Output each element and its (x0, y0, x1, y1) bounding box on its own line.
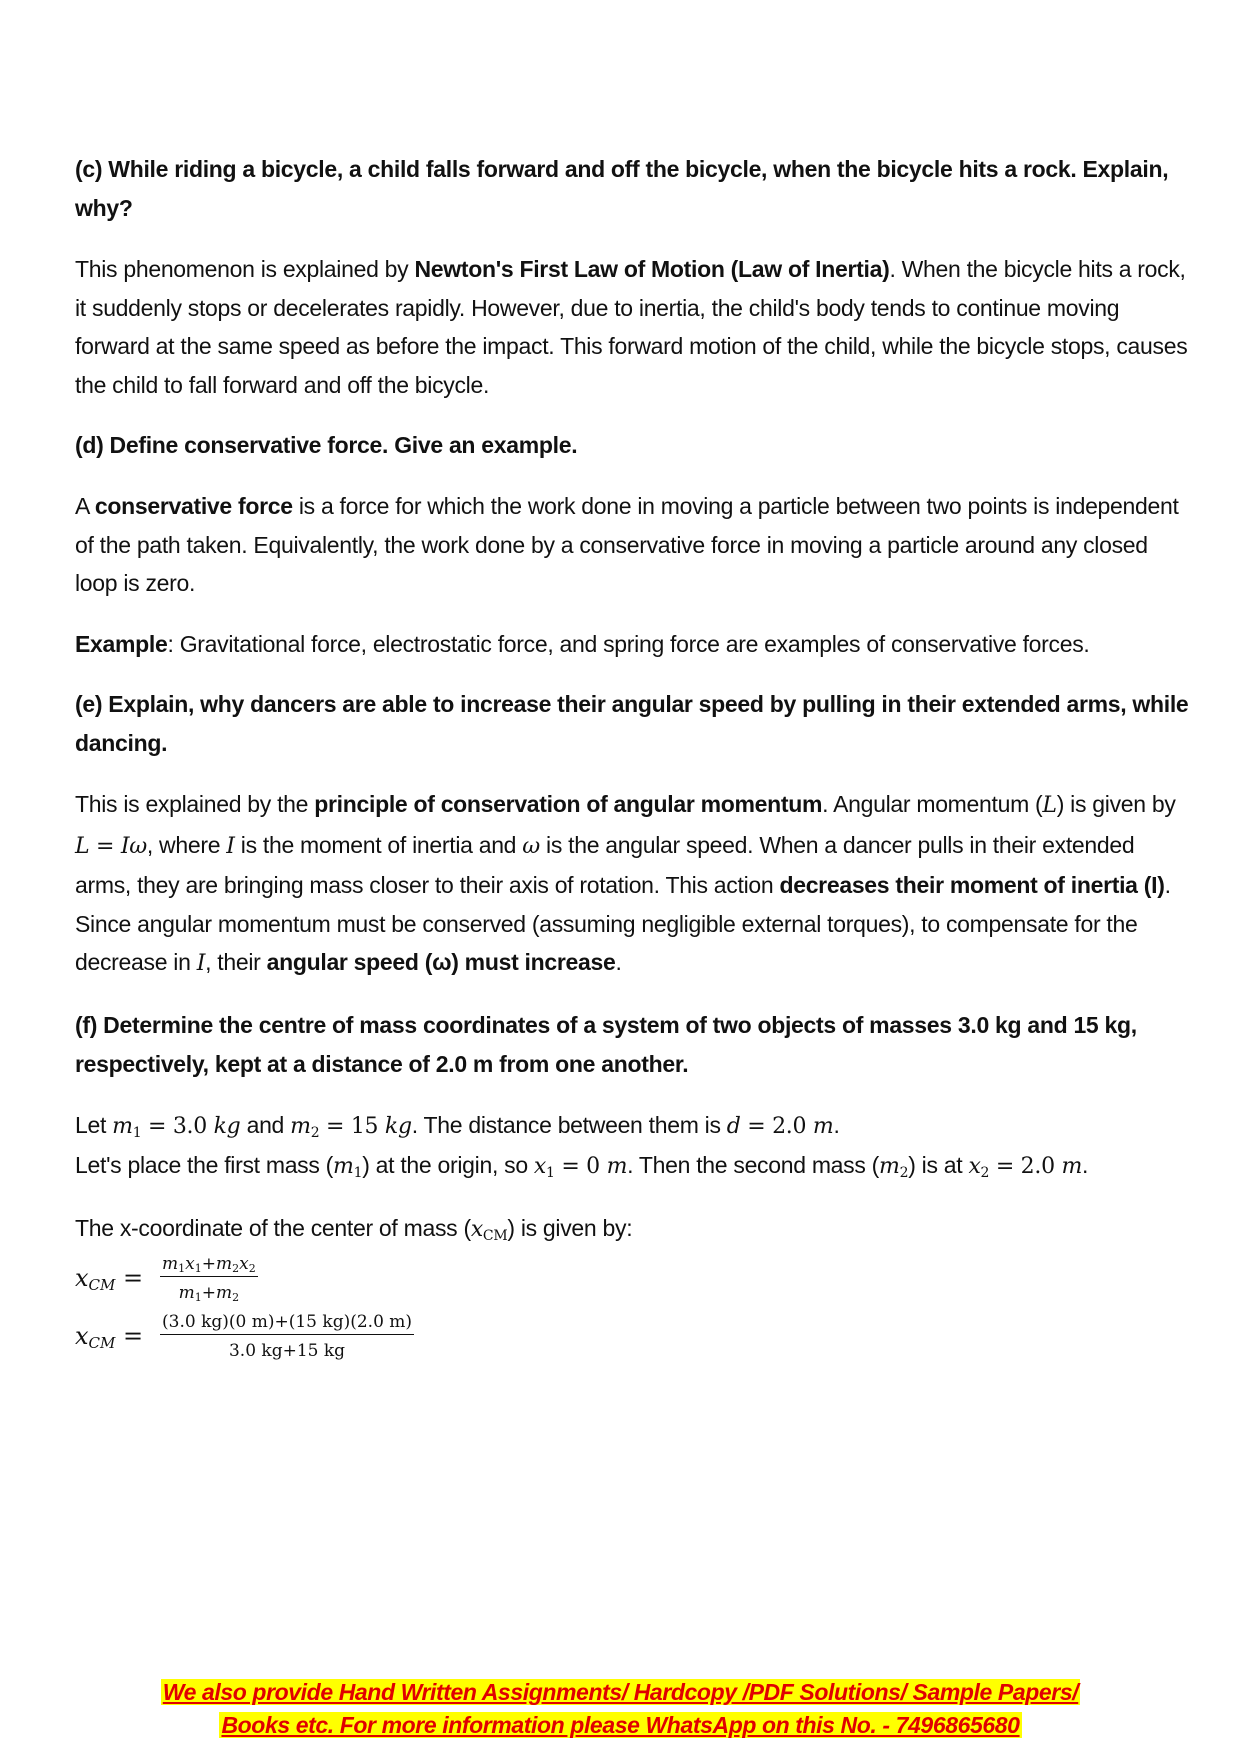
fraction-substituted (160, 1312, 414, 1361)
answer-e-text: This is explained by the (75, 791, 315, 817)
math-unit: kg (213, 1113, 241, 1139)
fraction-formula (160, 1254, 258, 1303)
math-unit: m (812, 1113, 834, 1139)
equation-lhs: $x_{CM}$ = (75, 1264, 144, 1294)
definition-d (75, 487, 1195, 603)
answer-c-text: This phenomenon is explained by (75, 256, 415, 282)
math-value: = 3.0 (141, 1113, 214, 1139)
answer-e-bold-1: principle of conservation of angular momentum (314, 791, 823, 817)
definition-bold: conservative force (94, 493, 293, 519)
math-L: L (1042, 793, 1057, 818)
promo-line-2: Books etc. For more information please WhatsApp on this No. - 7496865680 (221, 1712, 1020, 1738)
text: ) at the origin, so (362, 1152, 534, 1178)
answer-f-line-2 (75, 1146, 1195, 1187)
math-d: d (726, 1113, 741, 1139)
text: Let (75, 1111, 113, 1138)
fraction-numerator: (3.0 kg)(0 m)+(15 kg)(2.0 m) (160, 1312, 414, 1335)
answer-e-text: , where (146, 831, 227, 858)
answer-e-text: is the angular speed. When a dancer pulls in their extended arms, they are bringing mass closer to their axis of rotation. This action (75, 831, 1135, 898)
promo-footer (0, 1676, 1241, 1742)
example-d (75, 625, 1195, 664)
example-label: Example (75, 630, 168, 657)
math-x2: $x_2$ (968, 1154, 990, 1181)
equation-cm-formula (75, 1249, 1195, 1307)
math-x1: $x_1$ (533, 1154, 555, 1181)
text: . (833, 1111, 840, 1138)
math-I: I (196, 951, 206, 976)
text: . (1082, 1152, 1089, 1178)
text: . The distance between them is (411, 1111, 727, 1138)
math-unit: kg (384, 1113, 412, 1139)
math-value: = 0 (554, 1154, 607, 1179)
math-xcm: $x_{CM}$ (470, 1216, 508, 1244)
question-e: (e) Explain, why dancers are able to increase their angular speed by pulling in their extended arms, while dancing. (75, 691, 1189, 756)
center-of-mass-intro (75, 1209, 1195, 1250)
math-m1: $m_1$ (333, 1154, 363, 1181)
math-value: = 2.0 (740, 1113, 813, 1139)
answer-c (75, 250, 1195, 404)
question-c: (c) While riding a bicycle, a child falls forward and off the bicycle, when the bicycle hits a rock. Explain, why? (75, 156, 1169, 221)
text: ) is at (908, 1152, 969, 1178)
math-omega: ω (522, 833, 540, 859)
fraction-denominator: $m_1+m_2$ (178, 1282, 240, 1304)
answer-e-text: , their (205, 949, 267, 975)
equation-lhs: $x_{CM}$ = (75, 1322, 144, 1352)
promo-line-1: We also provide Hand Written Assignments/ Hardcopy /PDF Solutions/ Sample Papers/ (162, 1679, 1079, 1705)
example-text: : Gravitational force, electrostatic force, and spring force are examples of conservative forces. (167, 630, 1090, 657)
fraction-numerator: $m_1x_1+m_2x_2$ (162, 1253, 256, 1275)
answer-e-text: . Since angular momentum must be conserved (assuming negligible external torques), to compensate for the decrease in (75, 872, 1171, 975)
answer-e-text: ) is given by (1056, 791, 1176, 817)
math-value: = 15 (319, 1113, 385, 1139)
fraction-denominator: 3.0 kg+15 kg (228, 1340, 346, 1361)
math-I: I (226, 833, 235, 859)
math-equation-L-I-omega: L = Iω (75, 833, 147, 859)
text: . Then the second mass ( (627, 1152, 880, 1178)
text: and (240, 1111, 291, 1138)
document-page (75, 150, 1195, 1365)
math-unit: m (606, 1154, 628, 1179)
answer-e-text: . Angular momentum ( (822, 791, 1043, 817)
equation-cm-substituted (75, 1307, 1195, 1365)
answer-f-line-1 (75, 1106, 1195, 1147)
answer-e-text: is the moment of inertia and (234, 831, 523, 858)
definition-text: A (75, 493, 95, 519)
question-f: (f) Determine the centre of mass coordinates of a system of two objects of masses 3.0 kg and 15 kg, respectively, kept at a distance of 2.0 m from one another. (75, 1011, 1137, 1077)
question-d: (d) Define conservative force. Give an example. (75, 432, 578, 458)
answer-c-bold: Newton's First Law of Motion (Law of Inertia) (414, 256, 890, 282)
math-m2: $m_2$ (290, 1113, 320, 1141)
answer-e-text: . (615, 949, 622, 975)
math-unit: m (1061, 1154, 1083, 1179)
math-m2: $m_2$ (879, 1154, 909, 1181)
answer-e (75, 785, 1195, 984)
text: Let's place the first mass ( (75, 1152, 334, 1178)
text: The x-coordinate of the center of mass ( (75, 1214, 471, 1241)
math-m1: $m_1$ (112, 1113, 142, 1141)
answer-c-text-2: . When the bicycle hits a rock, it suddenly stops or decelerates rapidly. However, due to inertia, the child's body tends to continue moving forward at the same speed as before the impact. This forward motion of the child, while the bicycle stops, causes the child to fall forward and off the bicycle. (75, 256, 1188, 398)
math-value: = 2.0 (989, 1154, 1062, 1179)
answer-e-bold-3: angular speed (ω) must increase (266, 949, 616, 975)
text: ) is given by: (507, 1214, 633, 1241)
definition-text-2: is a force for which the work done in moving a particle between two points is independent of the path taken. Equivalently, the work done by a conservative force in moving a particle around any closed loop is zero. (75, 493, 1179, 596)
answer-e-bold-2: decreases their moment of inertia (I) (779, 872, 1165, 898)
